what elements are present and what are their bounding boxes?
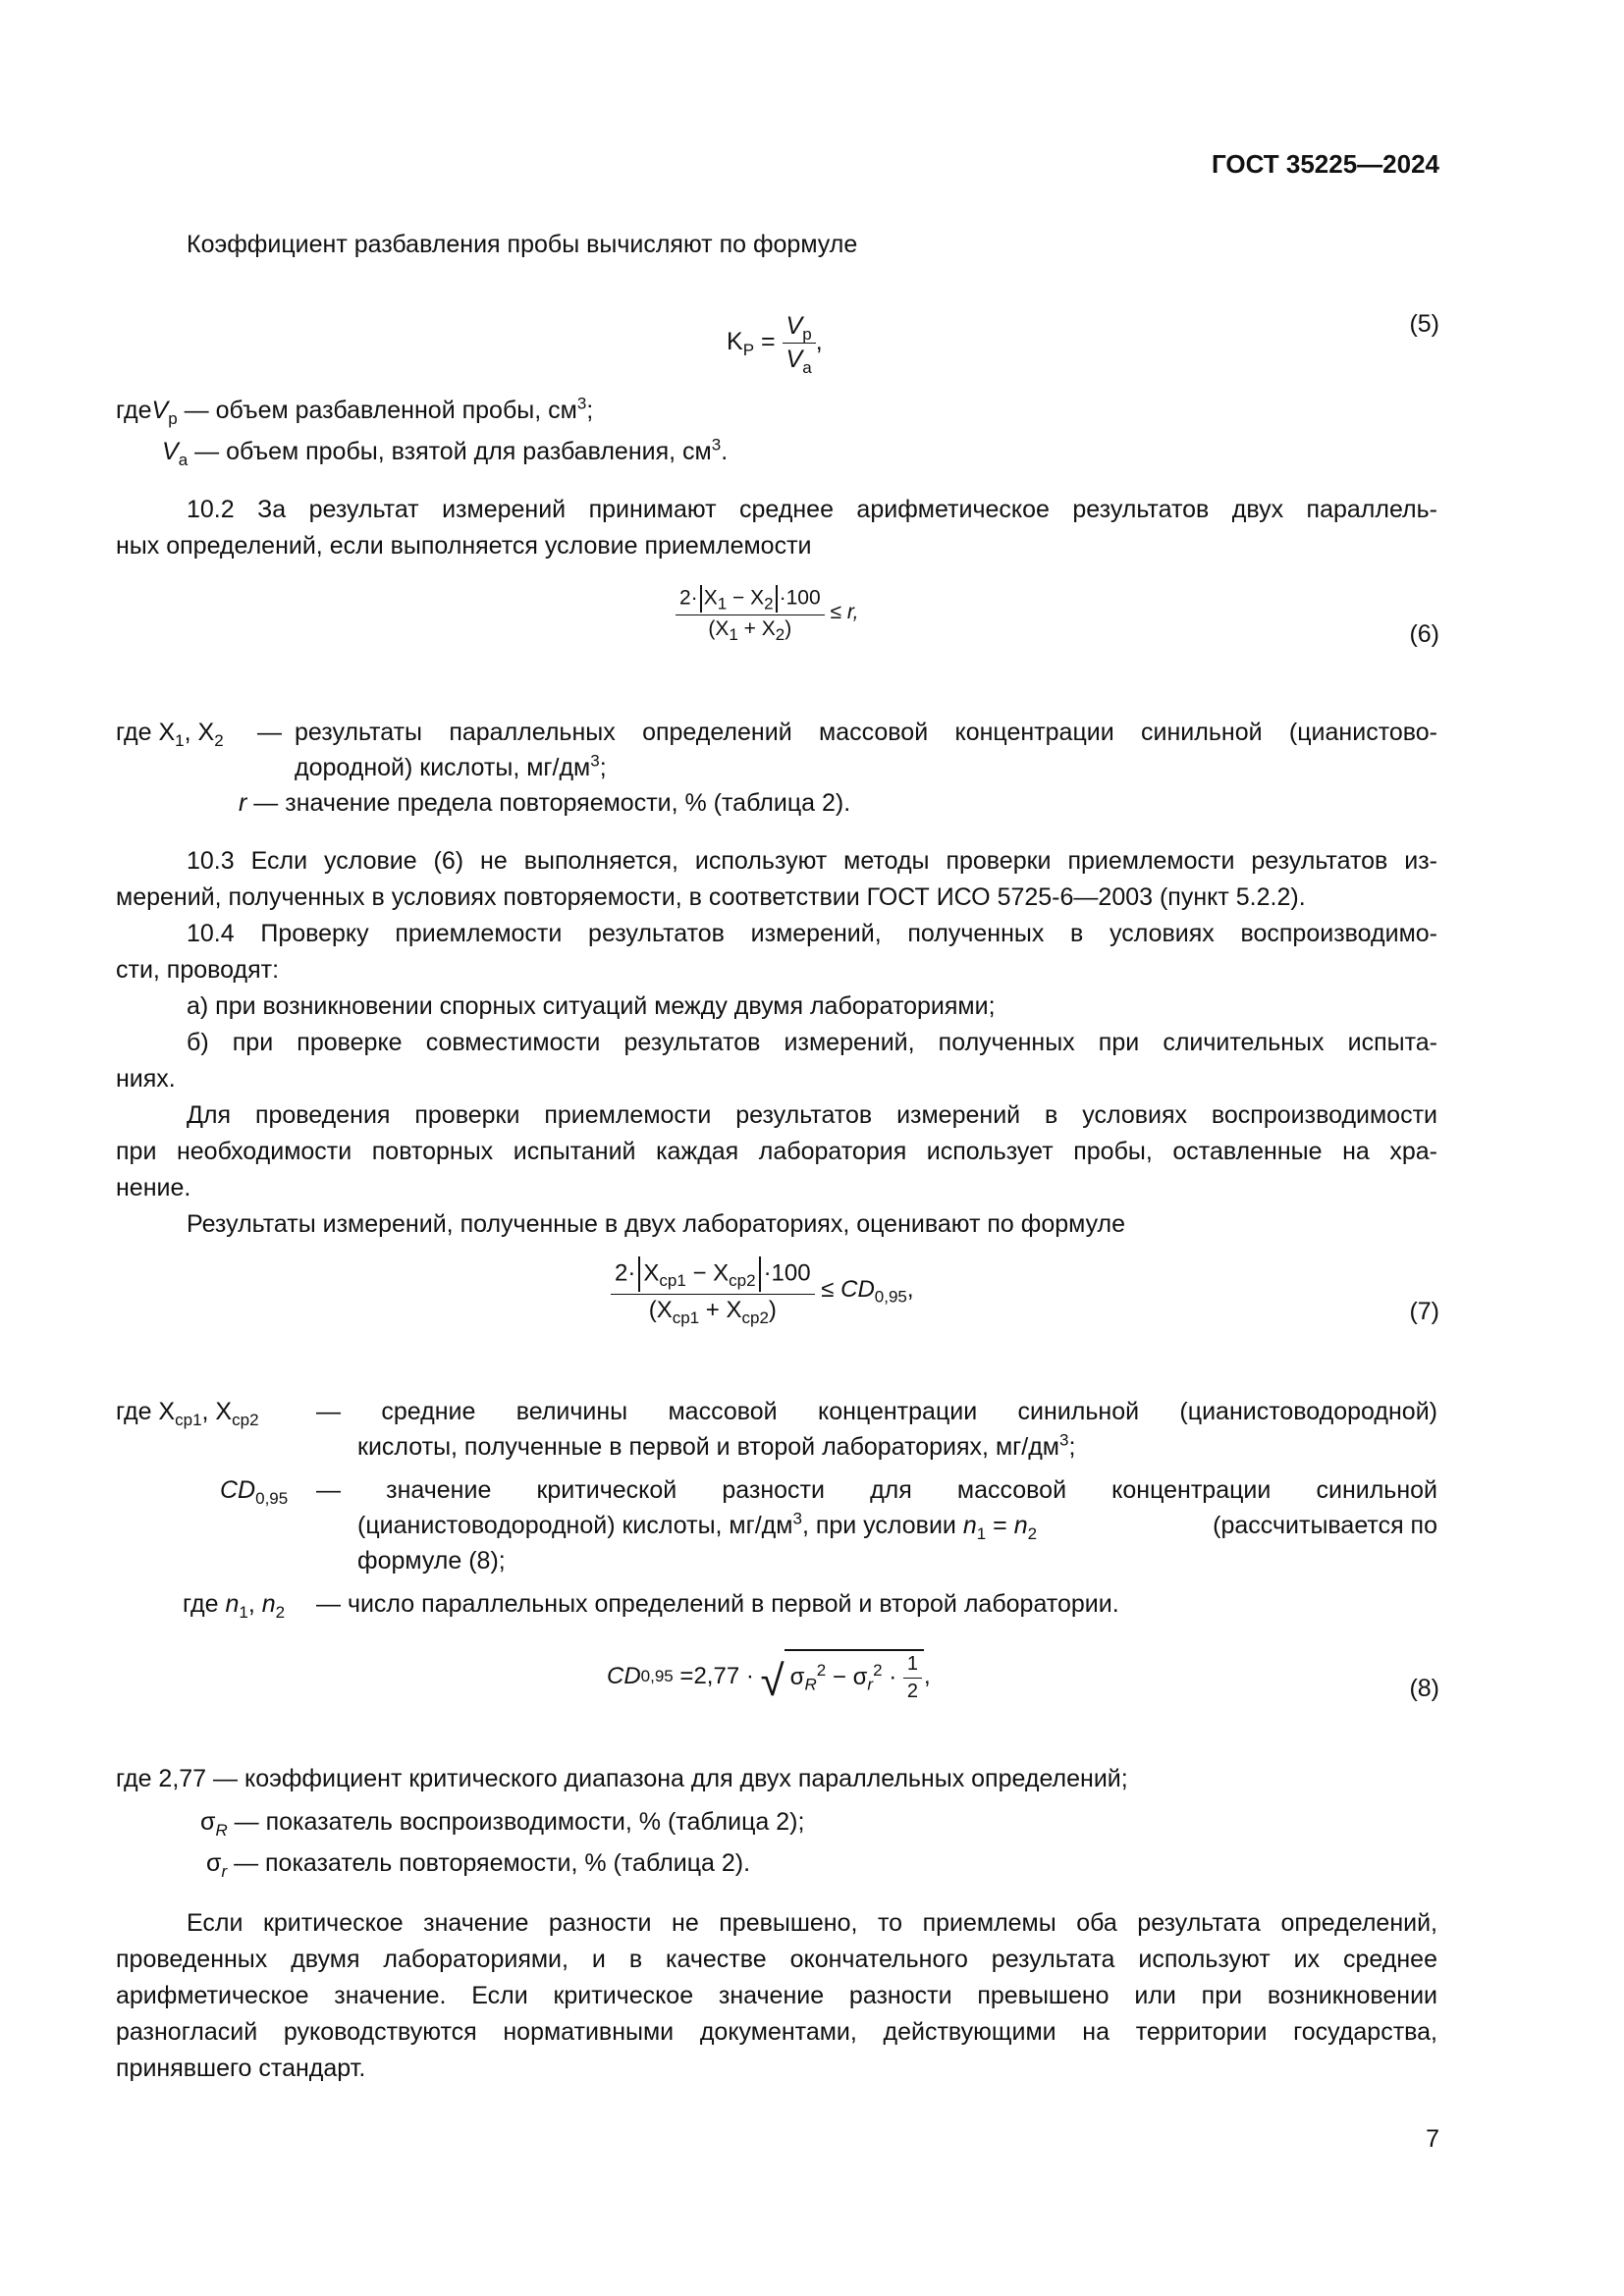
formula-8: CD 0,95 = 2,77 · √ $\sigma_R^2 - \sigma_r^2$ · $\frac{1}{2}$ , — [607, 1649, 931, 1703]
def-x1-x2-dash: — — [257, 719, 282, 746]
def-sigma-r-big: $\sigma_R$ — показатель воспроизводимости, % (таблица 2); — [200, 1808, 805, 1840]
formula-5-fraction: $\frac{V_р}{V_а}$ — [783, 312, 816, 374]
paragraph-repeat-line2: при необходимости повторных испытаний каждая лаборатория использует пробы, оставленные на хра- — [116, 1138, 1437, 1165]
paragraph-dilution-intro: Коэффициент разбавления пробы вычисляют по формуле — [187, 231, 858, 258]
paragraph-final-line4: разногласий руководствуются нормативными документами, действующими на территории государства, — [116, 2018, 1437, 2046]
def-vp: гдеV$_р$ — объем разбавленной пробы, $см^3$; — [116, 394, 594, 428]
formula-5-number: (5) — [1409, 310, 1439, 338]
paragraph-10-2-line2: ных определений, если выполняется условие приемлемости — [116, 532, 812, 560]
def-n1-n2: где $n_1$, $n_2$ — [183, 1590, 286, 1622]
list-item-b-line1: б) при проверке совместимости результатов измерений, полученных при сличительных испыта- — [187, 1029, 1437, 1056]
formula-6-number: (6) — [1409, 620, 1439, 648]
formula-7: $\frac{2\cdot X_{ср1} - X_{ср2} \cdot 100}{(X_{ср1} + X_{ср2})}$ ≤ $CD_{0,95}$, — [611, 1256, 914, 1324]
paragraph-10-3-line2: мерений, полученных в условиях повторяемости, в соответствии ГОСТ ИСО 5725-6—2003 (пункт 5.2.2). — [116, 883, 1306, 911]
document-header: ГОСТ 35225—2024 — [1212, 149, 1439, 179]
paragraph-repeat-line3: нение. — [116, 1174, 191, 1201]
paragraph-final-line3: арифметическое значение. Если критическое значение разности превышено или при возникновении — [116, 1982, 1437, 2009]
formula-6-rhs: r, — [846, 601, 859, 624]
def-cd-text2: (цианистоводородной) кислоты, $мг/дм^3$, при условии $n_1 = n_2$ (рассчитывается по — [357, 1509, 1437, 1543]
list-item-b-line2: ниях. — [116, 1065, 176, 1093]
def-2-77: где 2,77 — коэффициент критического диапазона для двух параллельных определений; — [116, 1765, 1128, 1792]
formula-7-number: (7) — [1409, 1298, 1439, 1325]
def-x1-x2-text2: дородной) кислоты, $мг/дм^3$; — [295, 751, 607, 781]
def-r: r — значение предела повторяемости, % (таблица 2). — [239, 789, 851, 817]
def-n1-n2-text: — число параллельных определений в первой и второй лаборатории. — [316, 1590, 1119, 1618]
formula-8-number: (8) — [1409, 1675, 1439, 1702]
def-xcp-text2: кислоты, полученные в первой и второй лабораториях, $мг/дм^3$; — [357, 1430, 1076, 1461]
paragraph-repeat-line1: Для проведения проверки приемлемости результатов измерений в условиях воспроизводимости — [187, 1101, 1437, 1129]
def-cd-text1: — значение критической разности для массовой концентрации синильной — [316, 1476, 1437, 1504]
paragraph-10-2-line1: 10.2 За результат измерений принимают среднее арифметическое результатов двух параллель- — [187, 496, 1437, 523]
paragraph-10-4-line1: 10.4 Проверку приемлемости результатов измерений, полученных в условиях воспроизводимо- — [187, 920, 1437, 947]
def-x1-x2-text1: результаты параллельных определений массовой концентрации синильной (цианистово- — [295, 719, 1437, 746]
def-cd: $CD_{0,95}$ — [220, 1476, 289, 1508]
paragraph-two-labs: Результаты измерений, полученные в двух лабораториях, оценивают по формуле — [187, 1210, 1126, 1238]
formula-6: $\frac{2\cdot X_1 - X_2 \cdot 100}{(X_1 + X_2)}$ ≤ r, — [676, 585, 859, 641]
paragraph-10-3-line1: 10.3 Если условие (6) не выполняется, используют методы проверки приемлемости результатов из- — [187, 847, 1437, 875]
paragraph-final-line2: проведенных двумя лабораториями, и в качестве окончательного результата используют их среднее — [116, 1946, 1437, 1973]
def-xcp: где $X_{ср1}$, $X_{ср2}$ — [116, 1398, 259, 1429]
def-va: $V_а$ — объем пробы, взятой для разбавления, $см^3$. — [162, 435, 729, 469]
def-x1-x2: где $X_1$, $X_2$ — [116, 719, 224, 750]
paragraph-final-line1: Если критическое значение разности не превышено, то приемлемы оба результата определений, — [187, 1909, 1437, 1937]
formula-5-lhs: $K_P$ — [727, 328, 755, 360]
list-item-a: а) при возникновении спорных ситуаций между двумя лабораториями; — [187, 992, 996, 1020]
def-cd-text3: формуле (8); — [357, 1547, 506, 1575]
def-xcp-text1: — средние величины массовой концентрации синильной (цианистоводородной) — [316, 1398, 1437, 1425]
paragraph-10-4-line2: сти, проводят: — [116, 956, 280, 984]
def-sigma-r-small: $\sigma_r$ — показатель повторяемости, % (таблица 2). — [206, 1849, 751, 1881]
paragraph-final-line5: принявшего стандарт. — [116, 2055, 366, 2082]
page-number: 7 — [1426, 2125, 1439, 2153]
formula-5: $K_P$ = $\frac{V_р}{V_а}$ , — [727, 312, 823, 377]
